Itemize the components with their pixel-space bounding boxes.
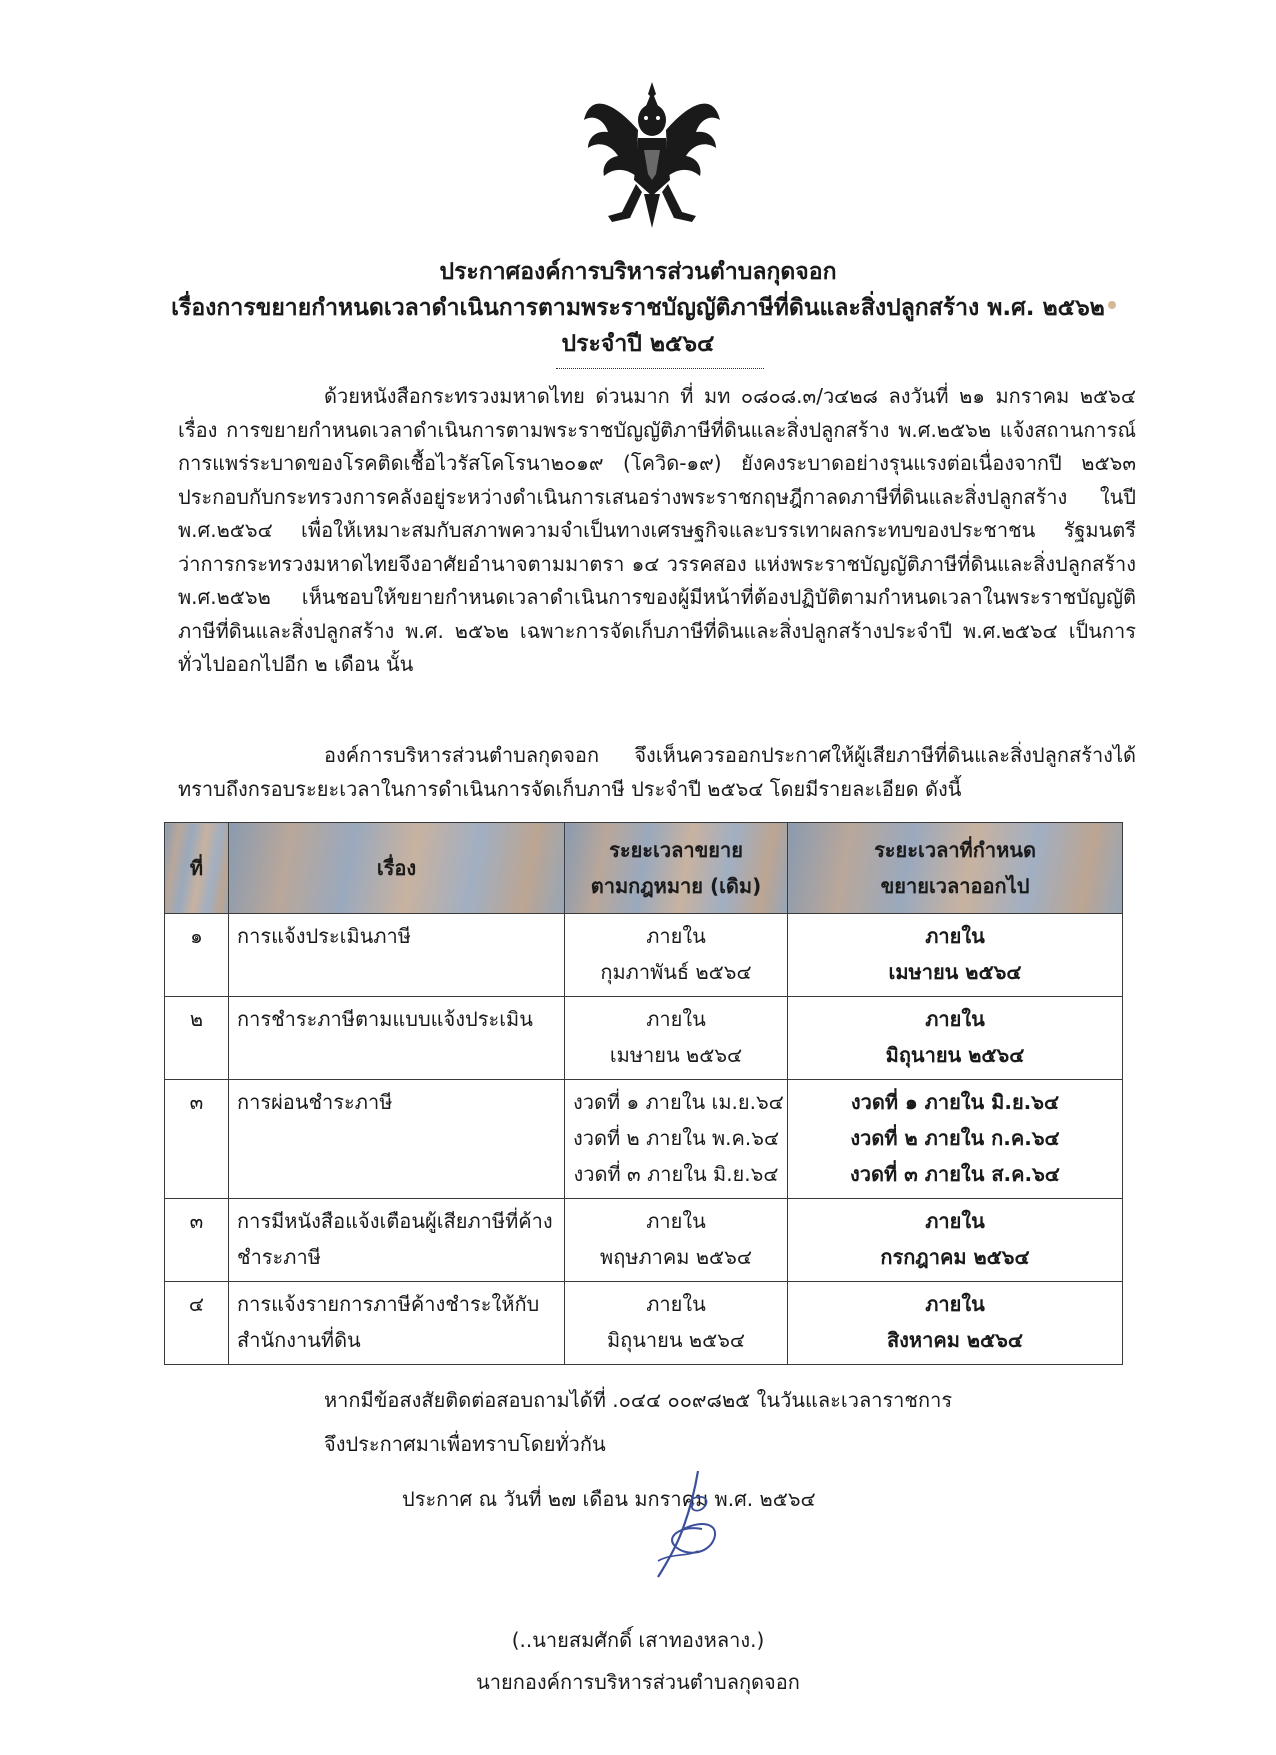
row-subject-line: การผ่อนชำระภาษี xyxy=(237,1090,393,1114)
row-extended-period xyxy=(788,997,1123,1080)
body-paragraph-1 xyxy=(178,380,1136,682)
handwritten-signature xyxy=(628,1465,748,1585)
header-subject: เรื่อง xyxy=(229,823,565,914)
table-header-row xyxy=(165,823,1123,914)
garuda-emblem-icon xyxy=(582,80,722,230)
row-no: ๒ xyxy=(165,997,229,1080)
row-original-period xyxy=(565,997,788,1080)
header-original-period xyxy=(565,823,788,914)
table-row xyxy=(165,1199,1123,1282)
contact-line: หากมีข้อสงสัยติดต่อสอบถามได้ที่ .๐๔๔ ๐๐๙๘๒๕ ในวันและเวลาราชการ xyxy=(324,1388,953,1412)
row-extended-line: งวดที่ ๒ ภายใน ก.ค.๖๔ xyxy=(850,1126,1060,1150)
row-extended-line: ภายใน xyxy=(925,1292,985,1316)
row-extended-line: งวดที่ ๑ ภายใน มิ.ย.๖๔ xyxy=(850,1090,1060,1114)
announcement-subject: เรื่องการขยายกำหนดเวลาดำเนินการตามพระราชบัญญัติภาษีที่ดินและสิ่งปลูกสร้าง พ.ศ. ๒๕๖๒ xyxy=(171,295,1105,321)
row-original-period xyxy=(565,1080,788,1199)
body-paragraph-2-text: องค์การบริหารส่วนตำบลกุดจอก จึงเห็นควรออกประกาศให้ผู้เสียภาษีที่ดินและสิ่งปลูกสร้างได้ทราบถึงกรอบระยะเวลาในการดำเนินการจัดเก็บภาษี ประจำปี ๒๕๖๔ โดยมีรายละเอียด ดังนี้ xyxy=(178,743,1136,801)
row-original-line: งวดที่ ๒ ภายใน พ.ค.๖๔ xyxy=(573,1126,780,1150)
header-extended-period xyxy=(788,823,1123,914)
row-subject xyxy=(229,1080,565,1199)
row-extended-line: งวดที่ ๓ ภายใน ส.ค.๖๔ xyxy=(850,1162,1060,1186)
row-subject-line: การมีหนังสือแจ้งเตือนผู้เสียภาษีที่ค้าง xyxy=(237,1209,553,1233)
row-no: ๓ xyxy=(165,1080,229,1199)
header-original-line: ระยะเวลาขยาย xyxy=(609,838,743,862)
row-no: ๑ xyxy=(165,914,229,997)
row-extended-line: มิถุนายน ๒๕๖๔ xyxy=(885,1043,1025,1067)
row-extended-period xyxy=(788,914,1123,997)
row-extended-line: ภายใน xyxy=(925,1007,985,1031)
body-paragraph-2 xyxy=(178,739,1136,806)
row-original-line: งวดที่ ๑ ภายใน เม.ย.๖๔ xyxy=(573,1090,784,1114)
announcement-year: ประจำปี ๒๕๖๔ xyxy=(561,331,715,357)
row-extended-line: ภายใน xyxy=(925,1209,985,1233)
row-subject xyxy=(229,914,565,997)
row-subject-line: การชำระภาษีตามแบบแจ้งประเมิน xyxy=(237,1007,533,1031)
row-original-line: กุมภาพันธ์ ๒๕๖๔ xyxy=(600,960,752,984)
row-no: ๔ xyxy=(165,1282,229,1365)
row-extended-period xyxy=(788,1199,1123,1282)
row-original-line: มิถุนายน ๒๕๖๔ xyxy=(606,1328,746,1352)
row-original-line: งวดที่ ๓ ภายใน มิ.ย.๖๔ xyxy=(573,1162,779,1186)
row-extended-period xyxy=(788,1282,1123,1365)
announcement-date: ประกาศ ณ วันที่ ๒๗ เดือน มกราคม พ.ศ. ๒๕๖๔ xyxy=(402,1487,816,1511)
header-extended-line: ขยายเวลาออกไป xyxy=(880,874,1030,898)
notice-line: จึงประกาศมาเพื่อทราบโดยทั่วกัน xyxy=(324,1432,606,1456)
row-subject xyxy=(229,1282,565,1365)
row-extended-line: สิงหาคม ๒๕๖๔ xyxy=(886,1328,1024,1352)
row-no: ๓ xyxy=(165,1199,229,1282)
ink-dot xyxy=(1108,301,1116,309)
signer-title: นายกองค์การบริหารส่วนตำบลกุดจอก xyxy=(476,1670,800,1694)
signer-name: (..นายสมศักดิ์ เสาทองหลาง.) xyxy=(511,1628,765,1652)
row-extended-period xyxy=(788,1080,1123,1199)
row-original-period xyxy=(565,914,788,997)
table-row xyxy=(165,914,1123,997)
table-row xyxy=(165,1080,1123,1199)
row-subject-line: การแจ้งรายการภาษีค้างชำระให้กับ xyxy=(237,1292,540,1316)
row-extended-line: ภายใน xyxy=(925,924,985,948)
row-subject-line: ชำระภาษี xyxy=(237,1245,321,1269)
title-divider xyxy=(556,368,764,369)
row-original-line: ภายใน xyxy=(646,1209,706,1233)
row-extended-line: กรกฎาคม ๒๕๖๔ xyxy=(880,1245,1030,1269)
row-original-line: ภายใน xyxy=(646,1292,706,1316)
table-row xyxy=(165,997,1123,1080)
header-no: ที่ xyxy=(165,823,229,914)
row-extended-line: เมษายน ๒๕๖๔ xyxy=(888,960,1022,984)
row-subject xyxy=(229,997,565,1080)
row-subject-line: การแจ้งประเมินภาษี xyxy=(237,924,411,948)
header-extended-line: ระยะเวลาที่กำหนด xyxy=(874,838,1036,862)
row-subject xyxy=(229,1199,565,1282)
row-original-line: ภายใน xyxy=(646,1007,706,1031)
schedule-table xyxy=(164,822,1123,1365)
row-original-line: เมษายน ๒๕๖๔ xyxy=(609,1043,743,1067)
header-original-line: ตามกฎหมาย (เดิม) xyxy=(590,874,762,898)
body-paragraph-1-text: ด้วยหนังสือกระทรวงมหาดไทย ด่วนมาก ที่ มท ๐๘๐๘.๓/ว๔๒๘ ลงวันที่ ๒๑ มกราคม ๒๕๖๔ เรื่อง การขยายกำหนดเวลาดำเนินการตามพระราชบัญญัติภาษีที่ดินและสิ่งปลูกสร้าง พ.ศ.๒๕๖๒ แจ้งสถานการณ์การแพร่ระบาดของโรคติดเชื้อไวรัสโคโรนา๒๐๑๙ (โควิด-๑๙) ยังคงระบาดอย่างรุนแรงต่อเนื่องจากปี ๒๕๖๓ ประกอบกับกระทรวงการคลังอยู่ระหว่างดำเนินการเสนอร่างพระราชกฤษฎีกาลดภาษีที่ดินและสิ่งปลูกสร้าง ในปี พ.ศ.๒๕๖๔ เพื่อให้เหมาะสมกับสภาพความจำเป็นทางเศรษฐกิจและบรรเทาผลกระทบของประชาชน รัฐมนตรีว่าการกระทรวงมหาดไทยจึงอาศัยอำนาจตามมาตรา ๑๔ วรรคสอง แห่งพระราชบัญญัติภาษีที่ดินและสิ่งปลูกสร้าง พ.ศ.๒๕๖๒ เห็นชอบให้ขยายกำหนดเวลาดำเนินการของผู้มีหน้าที่ต้องปฏิบัติตามกำหนดเวลาในพระราชบัญญัติภาษีที่ดินและสิ่งปลูกสร้าง พ.ศ. ๒๕๖๒ เฉพาะการจัดเก็บภาษีที่ดินและสิ่งปลูกสร้างประจำปี พ.ศ.๒๕๖๔ เป็นการทั่วไปออกไปอีก ๒ เดือน นั้น xyxy=(178,384,1136,676)
announcement-title: ประกาศองค์การบริหารส่วนตำบลกุดจอก xyxy=(439,259,837,285)
row-subject-line: สำนักงานที่ดิน xyxy=(237,1328,361,1352)
row-original-line: ภายใน xyxy=(646,924,706,948)
row-original-line: พฤษภาคม ๒๕๖๔ xyxy=(600,1245,752,1269)
table-row xyxy=(165,1282,1123,1365)
row-original-period xyxy=(565,1199,788,1282)
row-original-period xyxy=(565,1282,788,1365)
